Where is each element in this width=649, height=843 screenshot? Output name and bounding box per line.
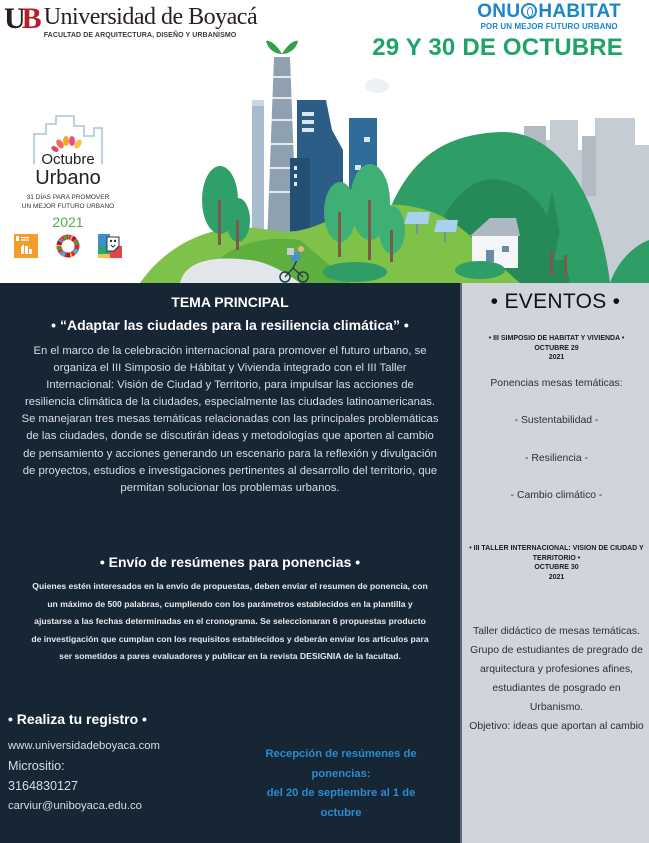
website-link[interactable]: www.universidadeboyaca.com [8,740,160,752]
event-2-desc-1: Taller didáctico de mesas temáticas. [473,626,640,637]
faculty-name: FACULTAD DE ARQUITECTURA, DISEÑO Y URBANISMO [43,32,237,39]
onu-habitat-logo [477,2,621,31]
habitat-label: HABITAT [538,1,621,22]
eventos-panel [460,283,649,843]
ub-monogram-icon [4,4,38,34]
sdg-badges [4,234,132,258]
email-link[interactable]: carviur@uniboyaca.edu.co [8,800,142,812]
tema-description [20,343,440,497]
octubre-urbano-logo [4,112,132,258]
sdg-11-icon [14,234,38,258]
topic-resiliencia: - Resiliencia - [525,453,588,464]
envio-resumenes-heading: • Envío de resúmenes para ponencias • [99,554,361,570]
event-1-intro: Ponencias mesas temáticas: [490,378,623,389]
event-2-desc-2: Grupo de estudiantes de pregrado de arquitectura y profesiones afines, estudiantes de posgrado en Urbanismo. [470,645,643,713]
urbano-word: Urbano [35,167,101,189]
un-globe-icon [521,3,537,19]
topic-sustentabilidad: - Sustentabilidad - [514,415,599,426]
event-2-desc-3: Objetivo: ideas que aportan al cambio [469,721,644,732]
reception-line-2: del 20 de septiembre al 1 de octubre [266,787,416,819]
event-2-name: • III TALLER INTERNACIONAL: VISION DE CIUDAD Y TERRITORIO • [469,545,644,562]
octubre-urbano-year: 2021 [52,214,84,230]
reception-line-1: Recepción de resúmenes de ponencias: [265,748,417,780]
sustainable-city-illustration [140,40,649,283]
tagline-line-1: 31 DÍAS PARA PROMOVER [26,194,110,201]
un-habitat-city-icon [98,234,122,258]
octubre-urbano-tagline [4,193,132,211]
onu-label: ONU [477,1,521,22]
eventos-heading: • EVENTOS • [490,290,621,313]
ub-mark-u: U [4,2,22,35]
tema-paragraph-1: En el marco de la celebración internacional para promover el futuro urbano, se organiza el III Simposio de Hábitat y Vivienda integrado con el III Taller Internacional: Visión de Ciudad y Territorio, para impulsar las acciones de resiliencia climática de la ciudades, especialmente las ciudades latinoamericanas. [24,345,436,409]
event-1-name: • III SIMPOSIO DE HABITAT Y VIVIENDA • [488,335,625,342]
registro-heading: • Realiza tu registro • [8,711,147,727]
university-name: Universidad de Boyacá [43,4,258,30]
registro-contact [8,736,160,816]
sdg-wheel-icon [56,234,80,258]
event-2-year: 2021 [548,574,565,582]
event-2-date: OCTUBRE 30 [534,564,579,572]
octubre-word: Octubre [41,151,95,168]
topic-cambio-climatico: - Cambio climático - [510,490,603,501]
event-2-heading [466,544,647,583]
tema-paragraph-2: Se manejaran tres mesas temáticas relacionadas con las principales problemáticas de las ciudades, donde se discutirán ideas y metodologías que aporten al cambio de pensamiento y acciones generando un escenario para la reflexión y divulgación de proyectos, estudios e investigaciones pertinentes al desarrollo del territorio, que permitan solucionar los problemas urbanos. [21,413,439,494]
onu-habitat-subtitle: POR UN MEJOR FUTURO URBANO [480,22,618,31]
reception-dates [256,745,426,823]
event-1-date: OCTUBRE 29 [534,344,579,352]
event-1-year: 2021 [548,354,565,362]
universidad-de-boyaca-logo [4,4,257,39]
event-1-heading [466,334,647,363]
event-dates: 29 Y 30 DE OCTUBRE [372,34,623,61]
main-info-panel [0,283,460,843]
header-banner [0,0,649,283]
event-2-description [468,622,645,736]
tema-principal-heading: TEMA PRINCIPAL [171,294,289,310]
ub-mark-b: B [21,2,38,35]
envio-resumenes-body: Quienes estén interesados en la envío de propuestas, deben enviar el resumen de ponencia, con un máximo de 500 palabras, cumpliendo con los parámetros establecidos en la plantilla y ajustarse a las fechas determinadas en el cronograma. Se seleccionaran 6 propuestas producto de investigación que cumplan con los requisitos establecidos y deberán enviar los artículos para ser sometidos a pares evaluadores y publicar en la revista DESIGNIA de la facultad. [31,581,429,661]
microsite-label: Micrositio: [8,759,65,773]
tagline-line-2: UN MEJOR FUTURO URBANO [21,203,115,210]
tema-quote: • “Adaptar las ciudades para la resiliencia climática” • [51,317,409,333]
phone-number: 3164830127 [8,779,79,793]
